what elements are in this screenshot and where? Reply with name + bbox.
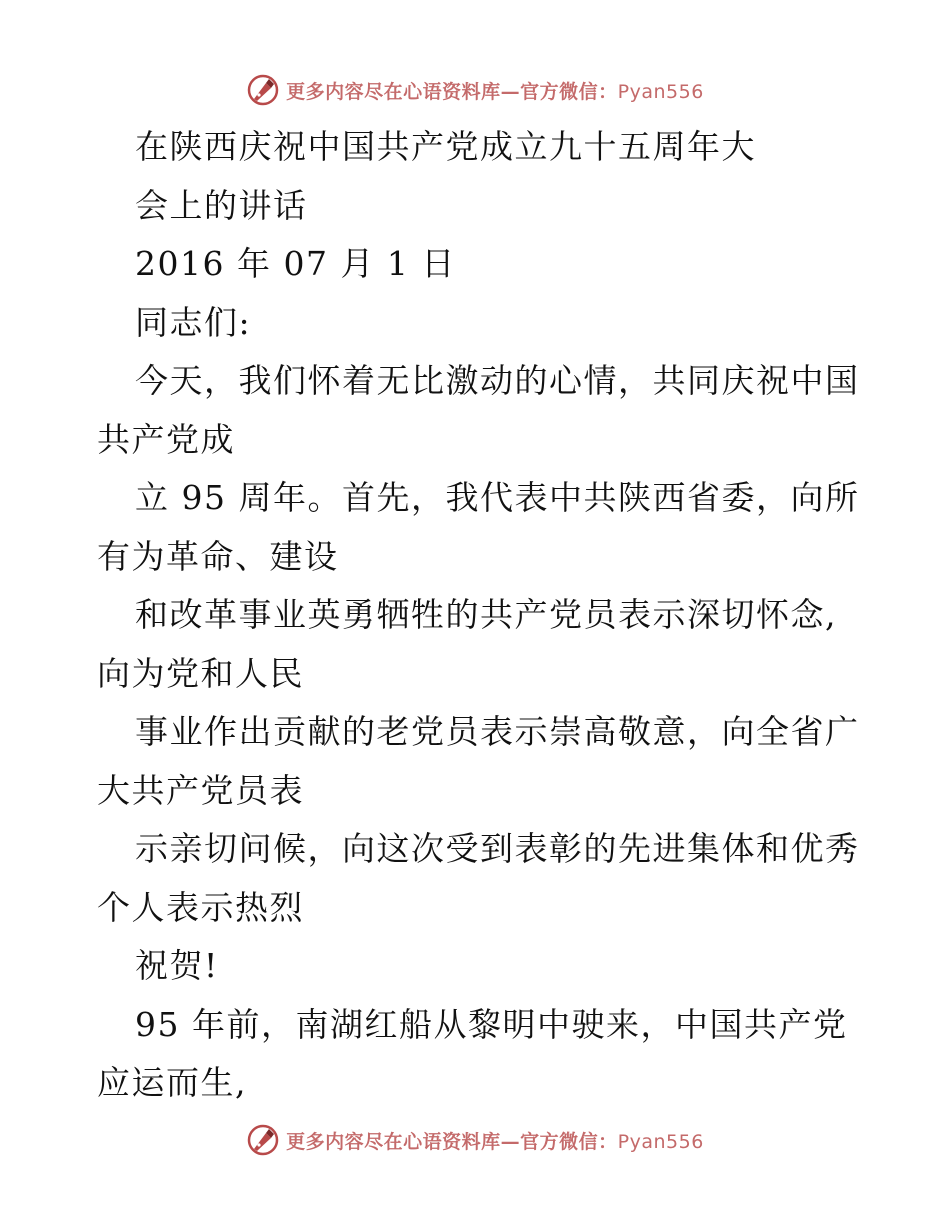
- pen-nib-circle-icon: [246, 73, 280, 107]
- paragraph-line: 立 95 周年。首先，我代表中共陕西省委，向所: [135, 478, 860, 517]
- paragraph-line: 应运而生,: [97, 1063, 247, 1102]
- watermark-label: 更多内容尽在心语资料库—官方微信：: [286, 1130, 618, 1153]
- paragraph-line: 今天，我们怀着无比激动的心情，共同庆祝中国: [135, 361, 860, 400]
- watermark-handle: Pyan556: [617, 1130, 704, 1153]
- watermark-text: [286, 1127, 704, 1154]
- header-watermark-banner: [0, 70, 950, 110]
- paragraph-line: 共产党成: [97, 419, 235, 459]
- date-line: 2016 年 07 月 1 日: [135, 244, 456, 283]
- paragraph-line: 95 年前，南湖红船从黎明中驶来，中国共产党: [135, 1004, 848, 1044]
- title-line-2: 会上的讲话: [135, 185, 308, 225]
- paragraph-line: 有为革命、建设: [97, 536, 339, 576]
- paragraph-line: 和改革事业英勇牺牲的共产党员表示深切怀念,: [135, 595, 837, 634]
- watermark-text: [286, 77, 704, 104]
- footer-watermark-banner: [0, 1120, 950, 1160]
- pen-nib-circle-icon: [246, 1123, 280, 1157]
- watermark-label: 更多内容尽在心语资料库—官方微信：: [286, 80, 618, 103]
- salutation: 同志们:: [135, 302, 252, 342]
- watermark-handle: Pyan556: [617, 80, 704, 103]
- title-line-1: 在陕西庆祝中国共产党成立九十五周年大: [135, 127, 756, 166]
- paragraph-line: 大共产党员表: [97, 770, 304, 810]
- paragraph-line: 示亲切问候，向这次受到表彰的先进集体和优秀: [135, 829, 860, 868]
- paragraph-line: 向为党和人民: [97, 653, 304, 693]
- paragraph-line: 事业作出贡献的老党员表示崇高敬意，向全省广: [135, 712, 860, 751]
- paragraph-line: 个人表示热烈: [97, 887, 304, 927]
- document-body: [97, 118, 897, 1113]
- paragraph-line: 祝贺!: [135, 946, 219, 985]
